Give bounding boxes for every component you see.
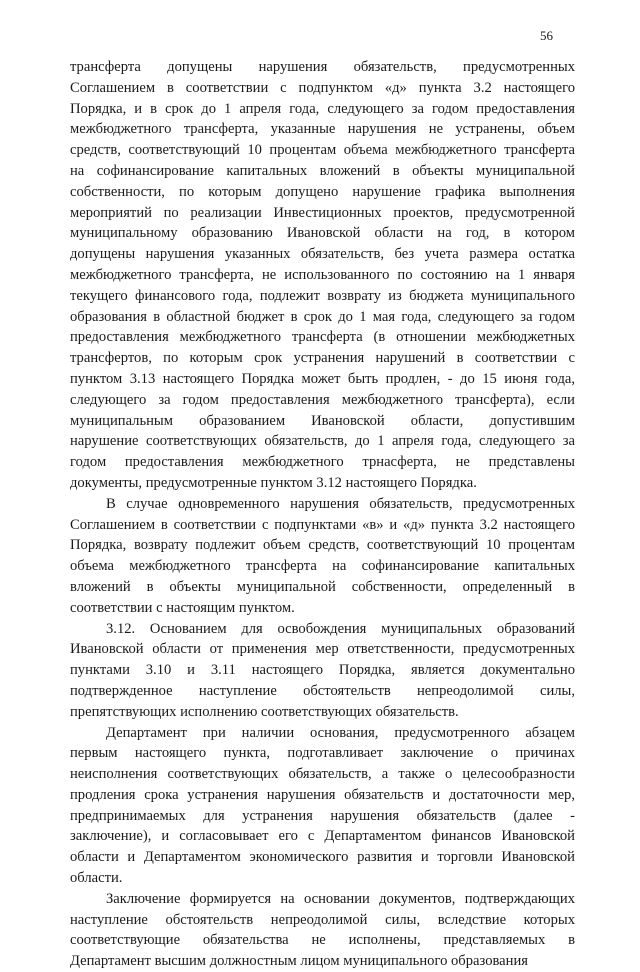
text-line: муниципальным образованием Ивановской области, допустившим [70, 412, 575, 429]
text-line: муниципальному образованию Ивановской области на год, в котором [70, 225, 575, 242]
text-line: документы, предусмотренные пунктом 3.12 настоящего Порядка. [70, 474, 477, 491]
text-line: Порядка, и в срок до 1 апреля года, следующего за годом предоставления [70, 100, 575, 117]
text-line: средств, соответствующий 10 процентам объема межбюджетного трансферта [70, 142, 575, 159]
text-line: пунктами 3.10 и 3.11 настоящего Порядка, является документально [70, 662, 575, 679]
text-line: объема межбюджетного трансферта на софинансирование капитальных [70, 558, 575, 575]
text-line: соответствии с настоящим пунктом. [70, 599, 295, 616]
text-line: 3.12. Основанием для освобождения муниципальных образований [106, 620, 575, 637]
text-line: В случае одновременного нарушения обязательств, предусмотренных [106, 495, 575, 512]
text-line: годом предоставления межбюджетного трнасферта, не представлены [70, 454, 575, 471]
text-line: первым настоящего пункта, подготавливает заключение о причинах [70, 745, 575, 762]
text-line: вложений в объекты муниципальной собственности, определенный в [70, 578, 575, 595]
text-line: пунктом 3.13 настоящего Порядка может быть продлен, - до 15 июня года, [70, 370, 575, 387]
text-line: соответствующие обязательства не исполнены, представляемых в [70, 932, 575, 949]
text-line: препятствующих исполнению соответствующих обязательств. [70, 703, 459, 720]
text-line: межбюджетного трансферта, указанные нарушения не устранены, объем [70, 121, 575, 138]
text-line: межбюджетного трансферта, не использованного по состоянию на 1 января [70, 266, 575, 283]
document-body [70, 57, 575, 972]
text-line: Соглашением в соответствии с подпунктом «д» пункта 3.2 настоящего [70, 79, 575, 96]
text-line: трансфертов, по которым срок устранения нарушений в соответствии с [70, 350, 575, 367]
text-line: нарушение соответствующих обязательств, до 1 апреля года, следующего за [70, 433, 575, 450]
page-number: 56 [540, 28, 553, 43]
text-line: подтвержденное наступление обстоятельств непреодолимой силы, [70, 682, 575, 699]
paragraph [70, 889, 575, 972]
paragraph [70, 57, 575, 494]
paragraph [70, 494, 575, 619]
text-line: области и Департаментом экономического развития и торговли Ивановской [70, 849, 575, 866]
text-line: собственности, по которым допущено нарушение графика выполнения [70, 183, 575, 200]
paragraph [70, 723, 575, 889]
text-line: следующего за годом предоставления межбюджетного трансферта), если [70, 391, 575, 408]
text-line: Соглашением в соответствии с подпунктами «в» и «д» пункта 3.2 настоящего [70, 516, 575, 533]
text-line: мероприятий по реализации Инвестиционных проектов, предусмотренной [70, 204, 575, 221]
text-line: Ивановской области от применения мер ответственности, предусмотренных [70, 641, 575, 658]
paragraph [70, 619, 575, 723]
text-line: неисполнения соответствующих обязательств, а также о целесообразности [70, 766, 575, 783]
text-line: Департамент при наличии основания, предусмотренного абзацем [106, 724, 575, 741]
text-line: наступление обстоятельств непреодолимой силы, вследствие которых [70, 911, 575, 928]
text-line: предпринимаемых для устранения нарушения обязательств (далее - [70, 807, 575, 824]
text-line: на софинансирование капитальных вложений в объекты муниципальной [70, 162, 575, 179]
text-line: заключение), и согласовывает его с Департаментом финансов Ивановской [70, 828, 575, 845]
text-line: трансферта допущены нарушения обязательств, предусмотренных [70, 59, 575, 75]
text-line: Департамент высшим должностным лицом муниципального образования [70, 953, 528, 970]
text-line: предоставления межбюджетного трансферта (в отношении межбюджетных [70, 329, 575, 346]
text-line: допущены нарушения указанных обязательств, без учета размера остатка [70, 246, 575, 263]
text-line: текущего финансового года, подлежит возврату из бюджета муниципального [70, 287, 575, 304]
text-line: продления срока устранения нарушения обязательств и достаточности мер, [70, 786, 575, 803]
text-line: Заключение формируется на основании документов, подтверждающих [106, 890, 575, 907]
text-line: образования в областной бюджет в срок до 1 мая года, следующего за годом [70, 308, 575, 325]
text-line: Порядка, возврату подлежит объем средств, соответствующий 10 процентам [70, 537, 575, 554]
text-line: области. [70, 870, 123, 887]
